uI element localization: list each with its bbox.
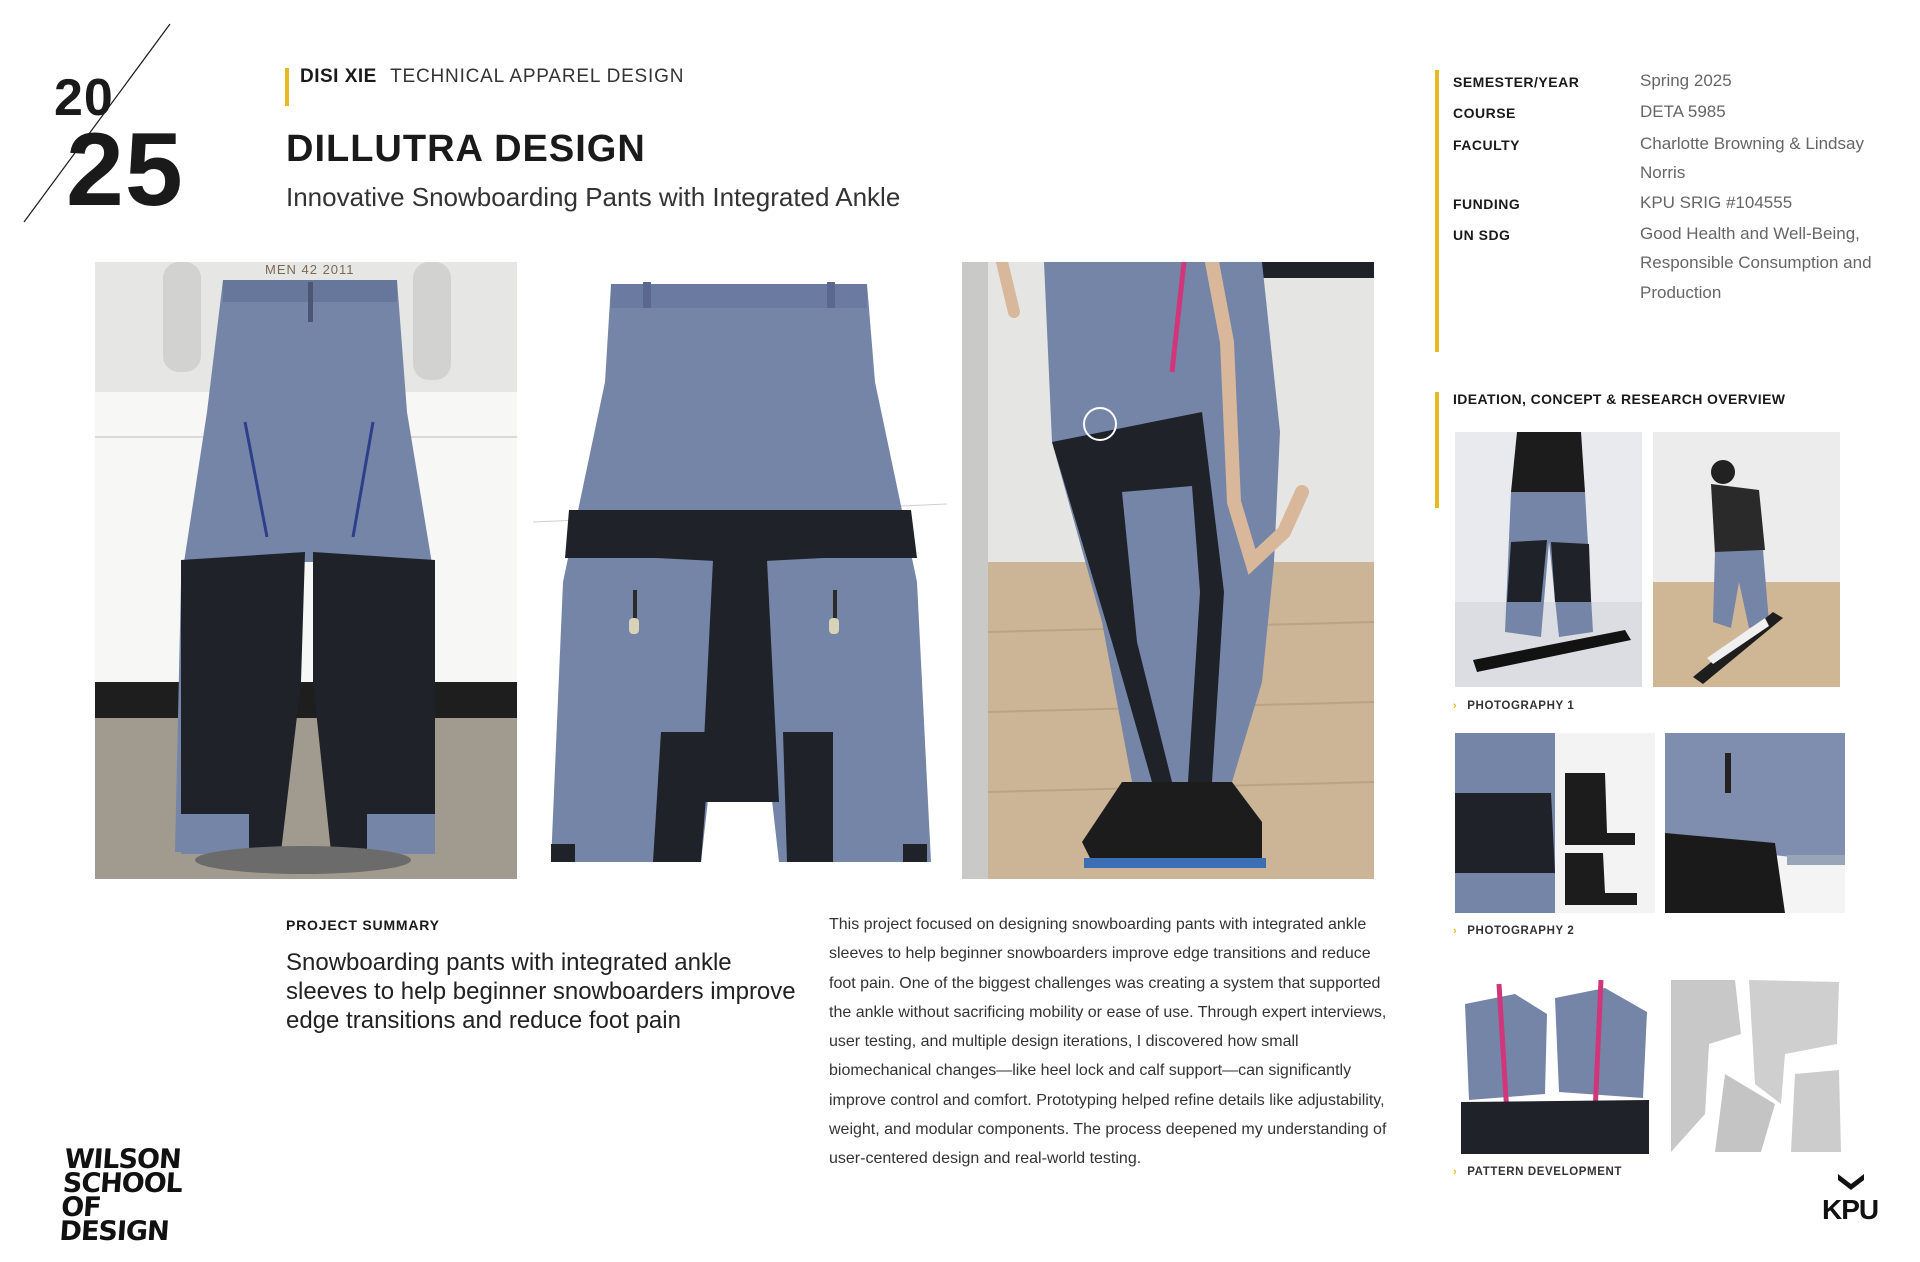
photography-2-image-b [1665, 733, 1845, 913]
chevron-right-icon: › [1453, 1166, 1458, 1178]
photography-1-image-b [1653, 432, 1840, 687]
photography-1-caption [1453, 700, 1574, 712]
meta-key: FACULTY [1453, 136, 1521, 153]
author-line [300, 66, 684, 88]
meta-value: KPU SRIG #104555 [1640, 192, 1793, 212]
meta-row [1453, 129, 1893, 188]
year-mark [20, 20, 200, 230]
project-summary-lead: Snowboarding pants with integrated ankle sleeves to help beginner snowboarders improve edge transitions and reduce foot pain [286, 949, 796, 1034]
author-name: DISI XIE [300, 66, 377, 87]
year-top: 20 [54, 69, 114, 127]
mannequin-size-label: MEN 42 2011 [265, 262, 355, 277]
research-title: IDEATION, CONCEPT & RESEARCH OVERVIEW [1453, 391, 1786, 407]
wilson-school-logo [58, 1144, 206, 1247]
logo-line: SCHOOL [61, 1168, 183, 1199]
photography-2-image-a [1455, 733, 1655, 913]
meta-row [1453, 219, 1893, 307]
caption-text: PHOTOGRAPHY 1 [1467, 700, 1575, 712]
meta-value: Good Health and Well-Being, Responsible Consumption and Production [1640, 224, 1872, 302]
meta-value: DETA 5985 [1640, 102, 1726, 122]
photo-front-view [95, 262, 517, 879]
meta-accent-bar [1435, 70, 1439, 352]
project-summary-body: This project focused on designing snowboarding pants with integrated ankle sleeves to help beginner snowboarders improve edge transitions and reduce foot pain. One of the biggest challenges was creating a system that supported the ankle without sacrificing mobility or ease of use. Through expert interviews, user testing, and multiple design iterations, I discovered how small biomechanical changes—like heel lock and calf support—can significantly improve control and comfort. Prototyping helped refine details like adjustability, weight, and modular components. The process deepened my understanding of user-centered design and real-world testing. [829, 916, 1387, 1168]
meta-row [1453, 66, 1893, 97]
year-bottom: 25 [66, 112, 184, 228]
caption-text: PHOTOGRAPHY 2 [1467, 925, 1575, 937]
pattern-development-image-a [1455, 974, 1655, 1158]
photo-side-view [962, 262, 1374, 879]
meta-row [1453, 97, 1893, 128]
logo-line: OF DESIGN [58, 1192, 170, 1247]
meta-row [1453, 188, 1893, 219]
project-title: DILLUTRA DESIGN [286, 128, 646, 170]
research-accent-bar [1435, 392, 1439, 508]
pattern-development-caption [1453, 1166, 1622, 1178]
photo-back-view [533, 262, 947, 879]
project-meta [1453, 66, 1893, 307]
photography-2-caption [1453, 925, 1574, 937]
meta-key: UN SDG [1453, 227, 1511, 244]
caption-text: PATTERN DEVELOPMENT [1467, 1166, 1622, 1178]
kpu-chevron-icon [1836, 1172, 1866, 1192]
chevron-right-icon: › [1453, 925, 1458, 937]
photography-1-image-a [1455, 432, 1642, 687]
header-accent-bar [285, 68, 289, 106]
meta-value: Charlotte Browning & Lindsay Norris [1640, 133, 1864, 183]
project-subtitle: Innovative Snowboarding Pants with Integrated Ankle [286, 182, 901, 212]
program-name: TECHNICAL APPAREL DESIGN [390, 66, 685, 87]
pattern-development-image-b [1665, 974, 1845, 1158]
meta-value: Spring 2025 [1640, 71, 1732, 90]
kpu-wordmark: KPU [1822, 1194, 1879, 1225]
project-summary-label: PROJECT SUMMARY [286, 917, 440, 933]
meta-key: COURSE [1453, 105, 1516, 122]
chevron-right-icon: › [1453, 700, 1458, 712]
meta-key: FUNDING [1453, 195, 1521, 212]
logo-line: WILSON [63, 1144, 182, 1175]
meta-key: SEMESTER/YEAR [1453, 74, 1580, 90]
kpu-logo [1820, 1172, 1880, 1228]
